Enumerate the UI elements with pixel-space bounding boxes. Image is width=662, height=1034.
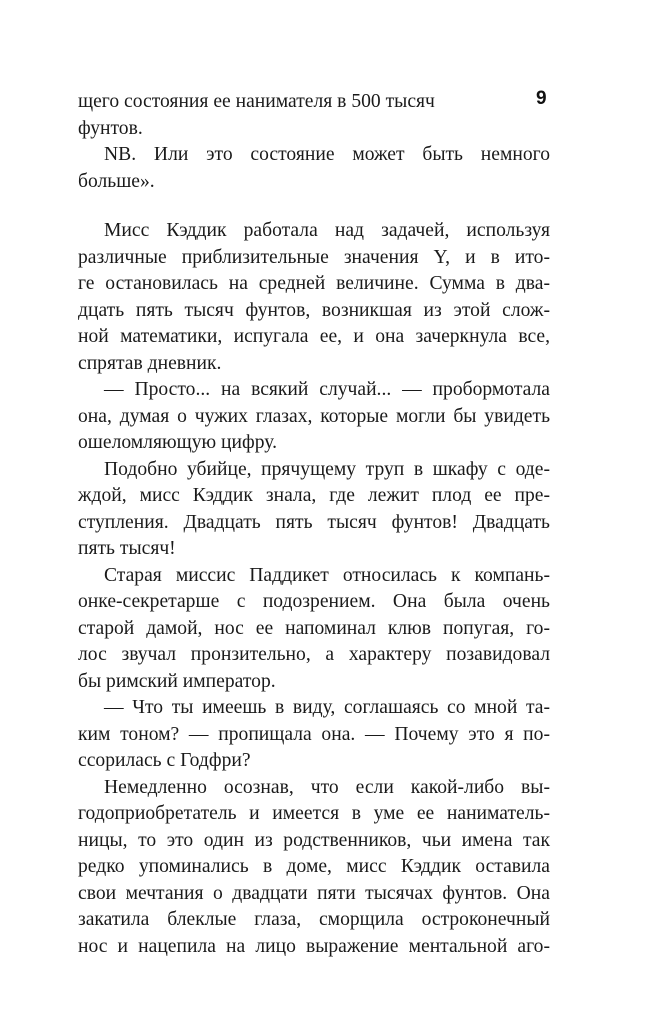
text-line: дцать пять тысяч фунтов, возникшая из этой слож- [78, 299, 550, 321]
text-line: Подобно убийце, прячущему труп в шкафу с оде- [104, 458, 550, 480]
text-line: она, думая о чужих глазах, которые могли бы увидеть [78, 405, 550, 427]
text-line: ге остановилась на средней величине. Сумма в два- [78, 273, 550, 294]
text-line: ким тоном? — пропищала она. — Почему это я по- [78, 723, 550, 745]
text-line: ной математики, испугала ее, и она зачеркнула все, [78, 326, 550, 347]
text-line: пять тысяч! [78, 538, 176, 559]
page-number: 9 [536, 88, 547, 109]
text-line: свои мечтания о двадцати пяти тысячах фунтов. Она [78, 882, 550, 904]
body-text [78, 218, 550, 960]
text-line: NB. Или это состояние может быть немного [104, 144, 550, 165]
text-line: различные приблизительные значения Y, и в ито- [78, 246, 550, 268]
text-line: больше». [78, 170, 155, 192]
text-line: спрятав дневник. [78, 352, 222, 374]
text-line: ошеломляющую цифру. [78, 432, 277, 453]
text-line: старой дамой, нос ее напоминал клюв попугая, го- [78, 617, 550, 639]
text-line: ступления. Двадцать пять тысяч фунтов! Двадцать [78, 511, 550, 533]
text-line: фунтов. [78, 117, 143, 139]
text-line: ждой, мисс Кэддик знала, где лежит плод ее пре- [78, 485, 550, 506]
text-line: бы римский император. [78, 670, 276, 692]
text-line: нос и нацепила на лицо выражение ментальной аго- [78, 935, 550, 957]
text-line: — Просто... на всякий случай... — пробормотала [104, 379, 550, 400]
text-line: щего состояния ее нанимателя в 500 тысяч [78, 91, 435, 112]
text-line: ссорилась с Годфри? [78, 750, 251, 771]
text-line: Мисс Кэддик работала над задачей, используя [104, 220, 550, 241]
letter-excerpt [78, 89, 550, 195]
text-line: годоприобретатель и имеется в уме ее наниматель- [78, 803, 550, 824]
text-line: ницы, то это один из родственников, чьи имена так [78, 829, 550, 851]
text-line: редко упоминались в доме, мисс Кэддик оставила [78, 856, 550, 877]
text-line: лос звучал пронзительно, а характеру позавидовал [78, 644, 550, 665]
text-line: — Что ты имеешь в виду, соглашаясь со мной та- [104, 697, 550, 718]
text-line: онке-секретарше с подозрением. Она была очень [78, 591, 550, 612]
text-line: Немедленно осознав, что если какой-либо вы- [104, 776, 550, 798]
text-line: Старая миссис Паддикет относилась к компань- [104, 564, 550, 586]
text-line: закатила блеклые глаза, сморщила остроконечный [78, 909, 550, 930]
